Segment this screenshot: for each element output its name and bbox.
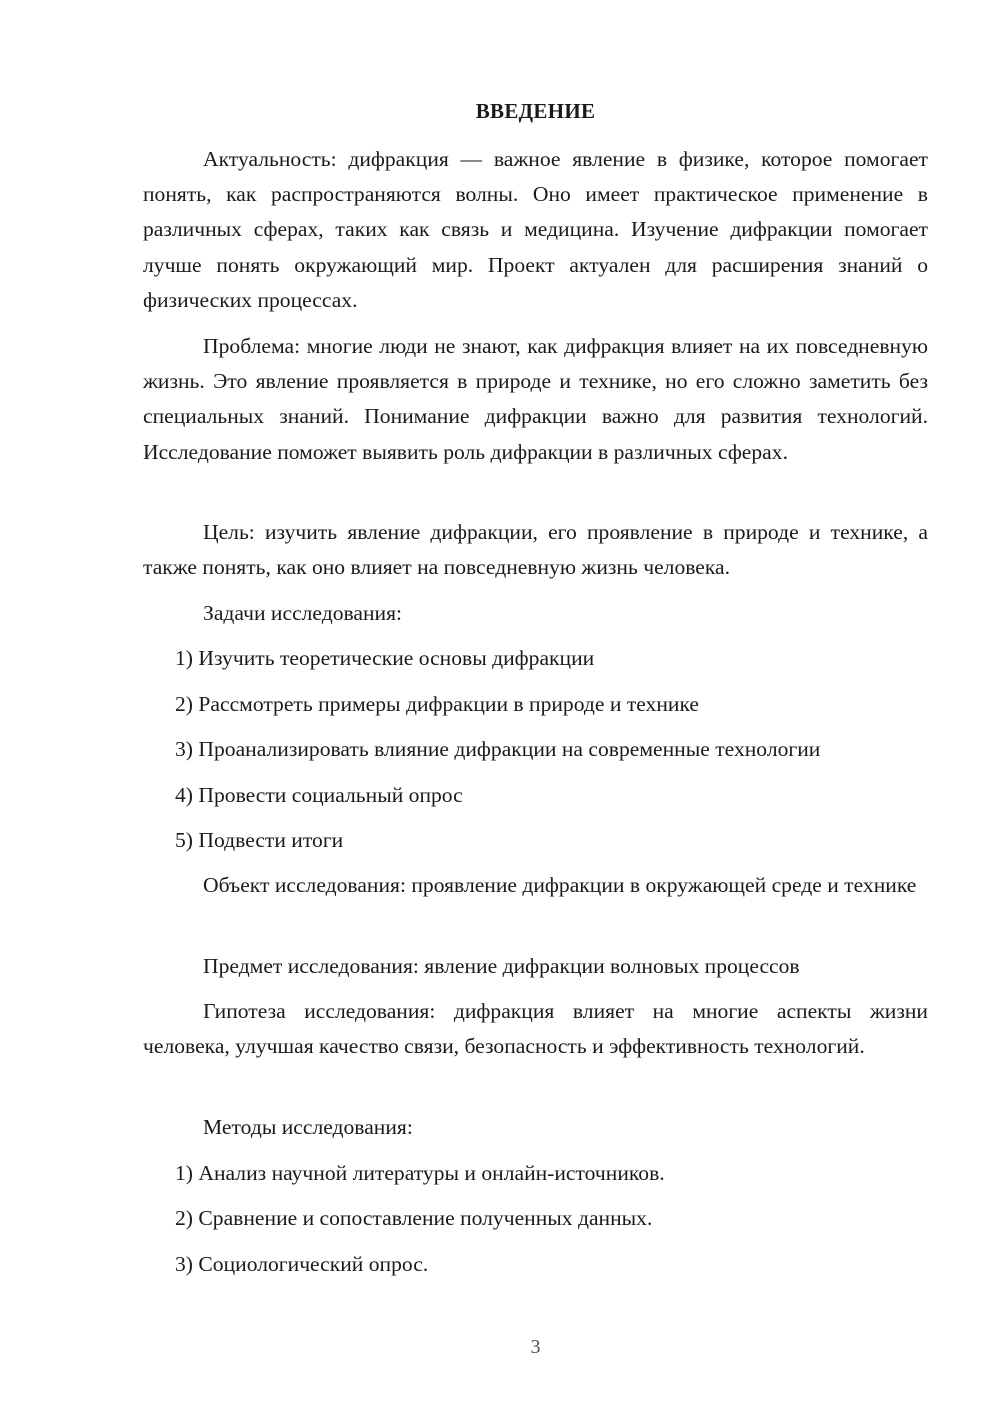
methods-heading: Методы исследования:: [203, 1115, 413, 1139]
document-page: [143, 0, 928, 1414]
method-item: 2) Сравнение и сопоставление полученных данных.: [175, 1206, 653, 1230]
task-item: 3) Проанализировать влияние дифракции на современные технологии: [175, 737, 821, 761]
hypothesis-paragraph: Гипотеза исследования: дифракция влияет на многие аспекты жизни человека, улучшая качество связи, безопасность и эффективность технологий.: [143, 999, 928, 1059]
task-item: 2) Рассмотреть примеры дифракции в природе и технике: [175, 692, 700, 716]
tasks-heading: Задачи исследования:: [203, 601, 403, 625]
page-number: 3: [530, 1336, 541, 1358]
task-item: 4) Провести социальный опрос: [175, 783, 463, 807]
page-title: ВВЕДЕНИЕ: [475, 99, 596, 123]
relevance-paragraph: Актуальность: дифракция — важное явление в физике, которое помогает понять, как распространяются волны. Оно имеет практическое применение в различных сферах, таких как связь и медицина. Изучение дифракции помогает лучше понять окружающий мир. Проект актуален для расширения знаний о физических процессах.: [143, 147, 928, 312]
method-item: 3) Социологический опрос.: [175, 1252, 429, 1276]
method-item: 1) Анализ научной литературы и онлайн-источников.: [175, 1161, 665, 1185]
task-item: 1) Изучить теоретические основы дифракции: [175, 646, 595, 670]
problem-paragraph: Проблема: многие люди не знают, как дифракция влияет на их повседневную жизнь. Это явление проявляется в природе и технике, но его сложно заметить без специальных знаний. Понимание дифракции важно для развития технологий. Исследование поможет выявить роль дифракции в различных сферах.: [143, 334, 928, 464]
object-paragraph: Объект исследования: проявление дифракции в окружающей среде и технике: [203, 873, 917, 897]
goal-paragraph: Цель: изучить явление дифракции, его проявление в природе и технике, а также понять, как оно влияет на повседневную жизнь человека.: [143, 520, 928, 580]
task-item: 5) Подвести итоги: [175, 828, 344, 852]
subject-paragraph: Предмет исследования: явление дифракции волновых процессов: [203, 954, 800, 978]
